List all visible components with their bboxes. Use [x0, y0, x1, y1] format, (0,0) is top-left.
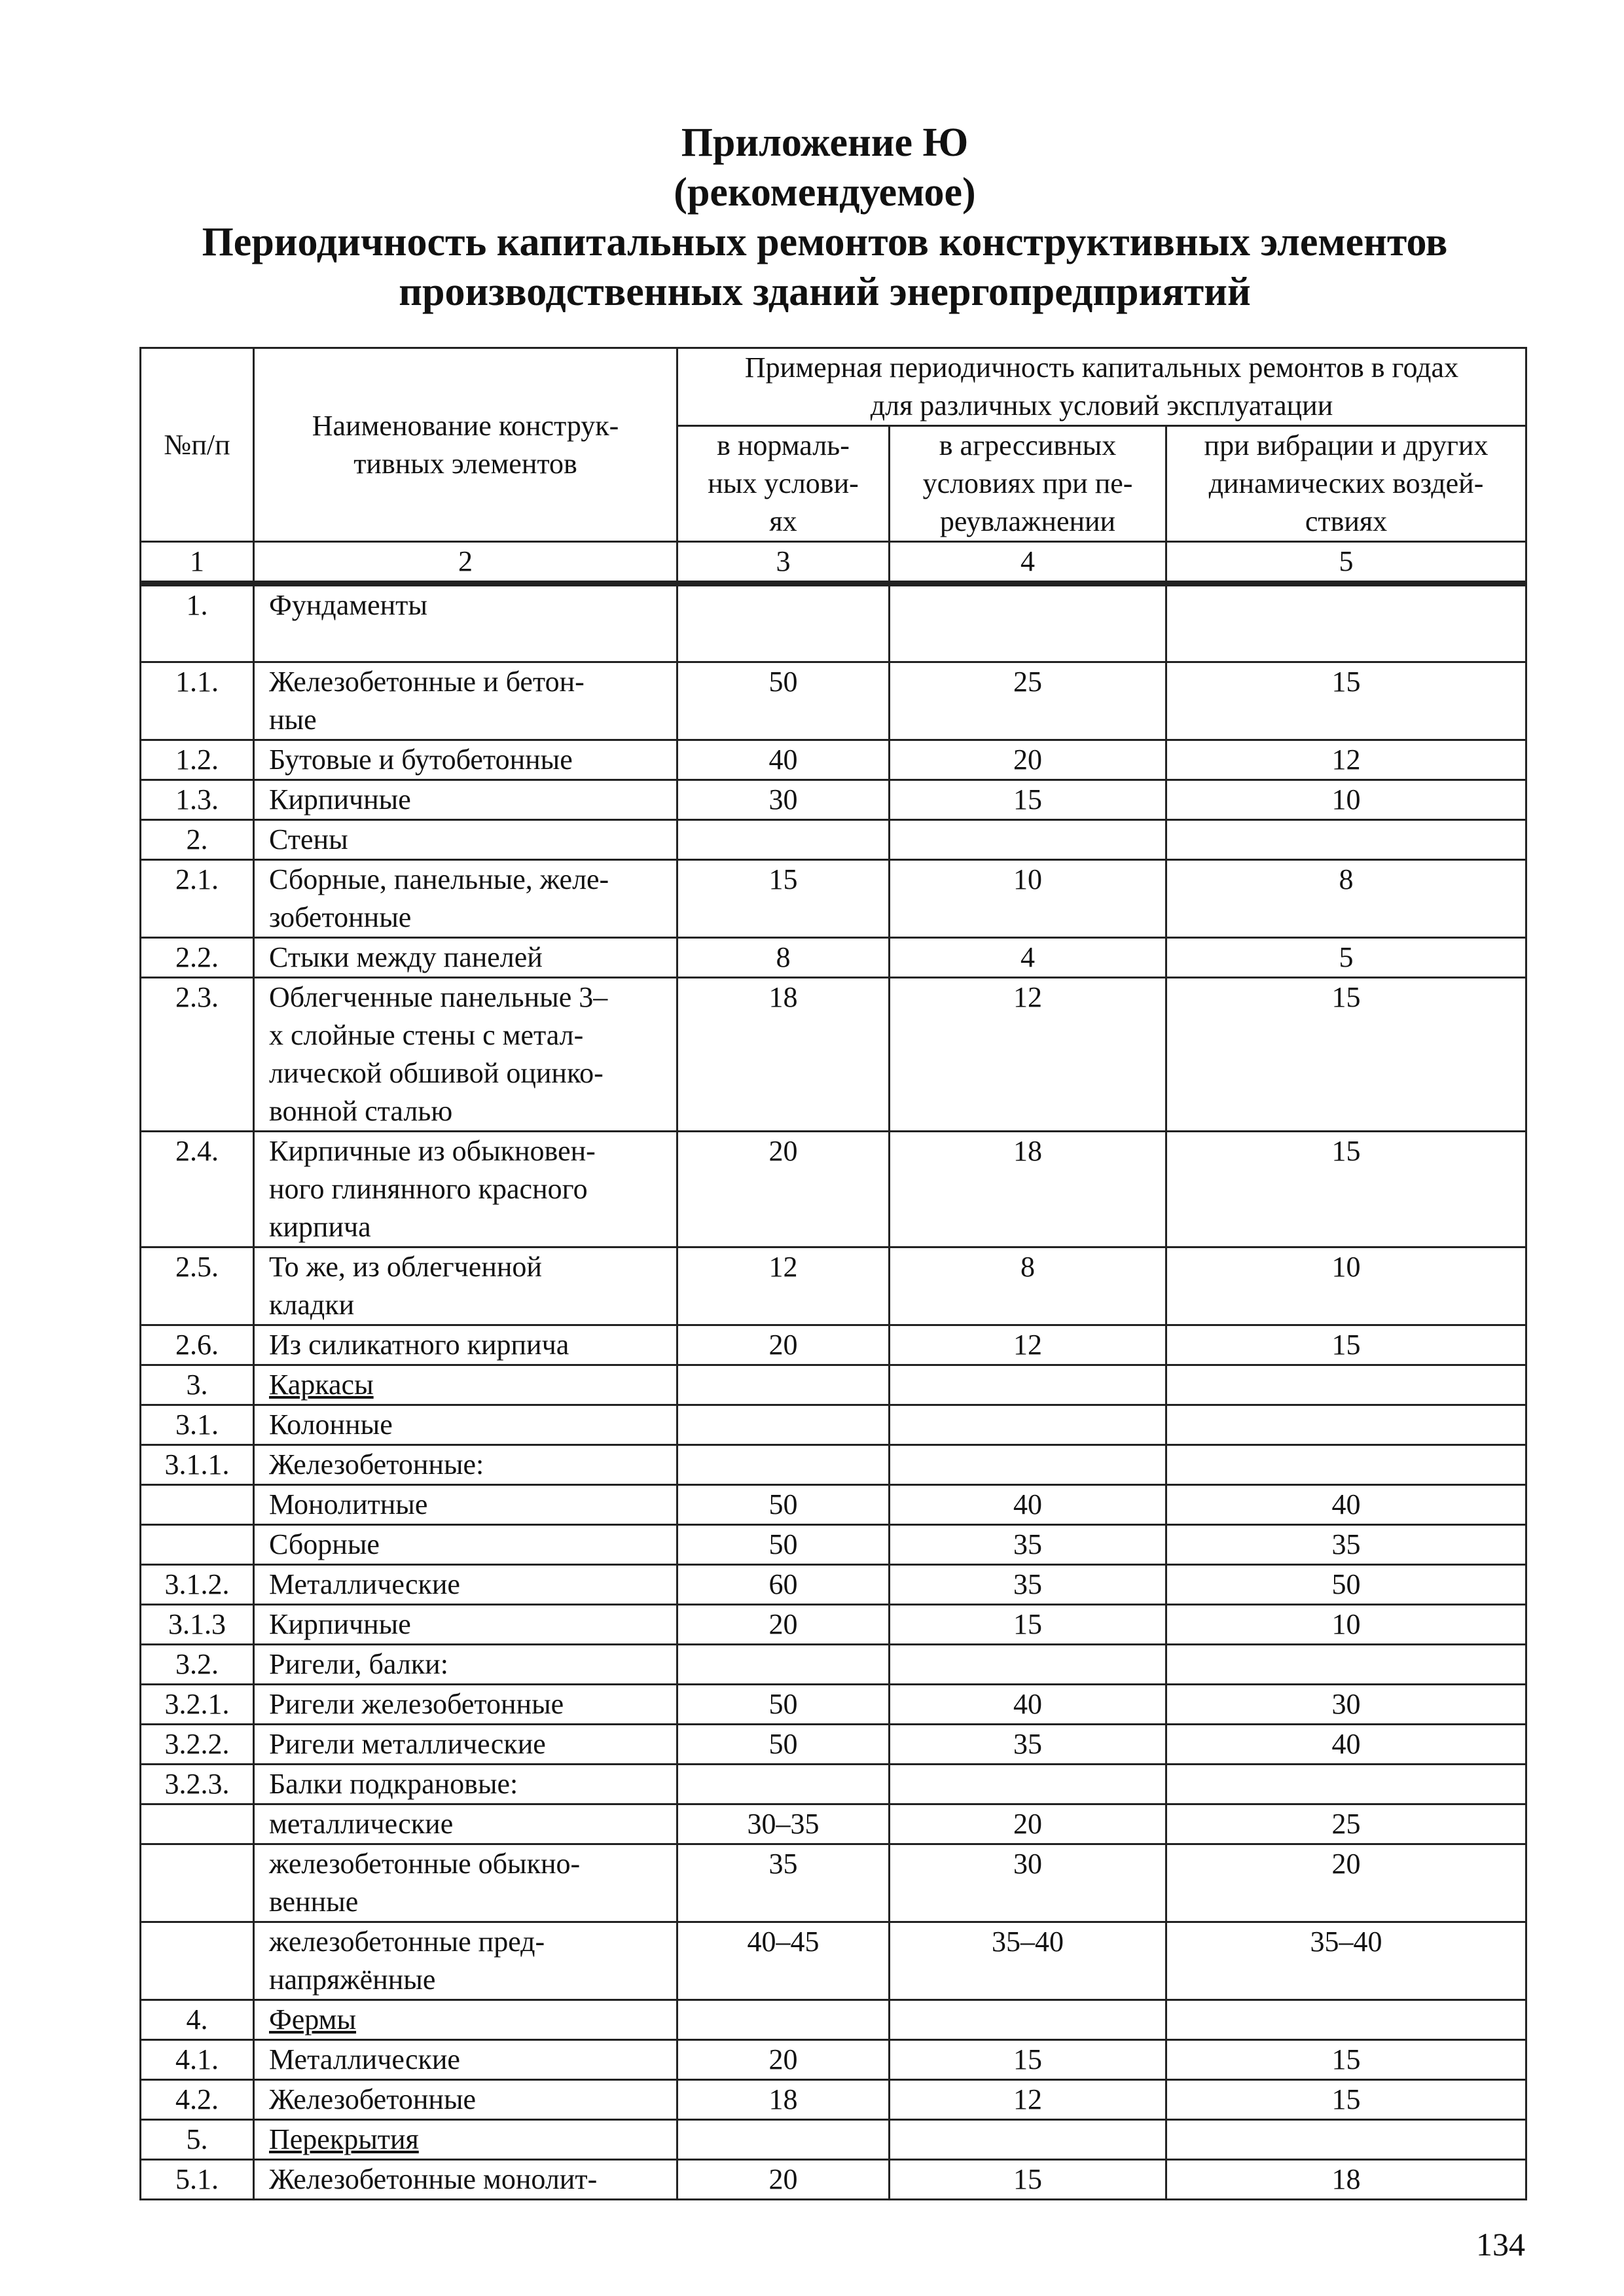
element-name: Колонные [254, 1405, 677, 1445]
element-name: Балки подкрановые: [254, 1765, 677, 1804]
row-number: 1.1. [141, 662, 254, 740]
value-aggressive [890, 1365, 1166, 1405]
table-row [141, 820, 1526, 860]
header-number: №п/п [141, 348, 254, 542]
row-number: 2.5. [141, 1247, 254, 1325]
element-name: Железобетонные: [254, 1445, 677, 1485]
element-name: Из силикатного кирпича [254, 1325, 677, 1365]
row-number: 2.3. [141, 978, 254, 1132]
table-row [141, 740, 1526, 780]
element-name: Стены [254, 820, 677, 860]
row-number [141, 1844, 254, 1922]
appendix-label: Приложение Ю [681, 120, 969, 165]
table-row [141, 1485, 1526, 1525]
value-vibration [1166, 1445, 1526, 1485]
value-vibration: 40 [1166, 1485, 1526, 1525]
value-vibration: 35 [1166, 1525, 1526, 1565]
table-row [141, 938, 1526, 978]
table-row [141, 1922, 1526, 2000]
value-normal: 35 [677, 1844, 890, 1922]
table-row [141, 860, 1526, 938]
row-number [141, 1804, 254, 1844]
element-name: железобетонные обыкно- венные [254, 1844, 677, 1922]
table-row [141, 1645, 1526, 1685]
value-aggressive [890, 1405, 1166, 1445]
value-aggressive: 18 [890, 1132, 1166, 1247]
repair-periodicity-table [139, 347, 1527, 2200]
column-number: 1 [141, 542, 254, 584]
value-aggressive: 35 [890, 1525, 1166, 1565]
row-number [141, 1922, 254, 2000]
element-name: Кирпичные [254, 780, 677, 820]
header-normal-conditions: в нормаль- ных услови- ях [677, 426, 890, 542]
row-number: 1. [141, 584, 254, 662]
table-row [141, 2120, 1526, 2160]
table-row [141, 1525, 1526, 1565]
value-vibration: 10 [1166, 1247, 1526, 1325]
row-number: 3.2.1. [141, 1685, 254, 1725]
row-number: 3. [141, 1365, 254, 1405]
value-vibration [1166, 2120, 1526, 2160]
element-name: Металлические [254, 2040, 677, 2080]
row-number: 3.1.3 [141, 1605, 254, 1645]
value-aggressive: 15 [890, 780, 1166, 820]
value-normal [677, 1445, 890, 1485]
table-row [141, 2040, 1526, 2080]
value-normal: 60 [677, 1565, 890, 1605]
value-vibration [1166, 820, 1526, 860]
row-number: 2.6. [141, 1325, 254, 1365]
value-aggressive [890, 1445, 1166, 1485]
element-name: Ригели, балки: [254, 1645, 677, 1685]
row-number [141, 1525, 254, 1565]
value-aggressive: 4 [890, 938, 1166, 978]
value-vibration: 10 [1166, 780, 1526, 820]
row-number: 3.2.2. [141, 1725, 254, 1765]
element-name: Монолитные [254, 1485, 677, 1525]
element-name: Сборные [254, 1525, 677, 1565]
value-aggressive: 12 [890, 978, 1166, 1132]
element-name: То же, из облегченной кладки [254, 1247, 677, 1325]
value-vibration [1166, 1405, 1526, 1445]
column-number: 4 [890, 542, 1166, 584]
table-row [141, 1844, 1526, 1922]
element-name: Железобетонные монолит- [254, 2160, 677, 2200]
column-numbers-row [141, 542, 1526, 584]
value-vibration [1166, 584, 1526, 662]
document-title [118, 118, 1532, 317]
value-aggressive: 20 [890, 1804, 1166, 1844]
value-normal: 20 [677, 1132, 890, 1247]
row-number: 2.4. [141, 1132, 254, 1247]
header-element-name: Наименование конструк- тивных элементов [254, 348, 677, 542]
value-vibration: 15 [1166, 978, 1526, 1132]
title-line-2: производственных зданий энергопредприятий [399, 270, 1251, 314]
row-number: 1.3. [141, 780, 254, 820]
value-aggressive: 15 [890, 1605, 1166, 1645]
value-vibration: 30 [1166, 1685, 1526, 1725]
value-aggressive: 12 [890, 2080, 1166, 2120]
value-vibration: 15 [1166, 662, 1526, 740]
value-vibration: 5 [1166, 938, 1526, 978]
value-vibration [1166, 1365, 1526, 1405]
value-vibration: 10 [1166, 1605, 1526, 1645]
column-number: 3 [677, 542, 890, 584]
value-normal [677, 2120, 890, 2160]
element-name: Кирпичные [254, 1605, 677, 1645]
value-aggressive: 15 [890, 2160, 1166, 2200]
value-vibration: 25 [1166, 1804, 1526, 1844]
table-row [141, 584, 1526, 662]
value-normal [677, 1365, 890, 1405]
value-normal [677, 1765, 890, 1804]
row-number: 3.1.1. [141, 1445, 254, 1485]
table-row [141, 2080, 1526, 2120]
row-number: 1.2. [141, 740, 254, 780]
element-name: Ригели железобетонные [254, 1685, 677, 1725]
value-vibration: 35–40 [1166, 1922, 1526, 2000]
value-vibration [1166, 1765, 1526, 1804]
value-normal: 20 [677, 1325, 890, 1365]
row-number: 2.2. [141, 938, 254, 978]
value-normal: 30–35 [677, 1804, 890, 1844]
row-number: 4.2. [141, 2080, 254, 2120]
value-aggressive: 35 [890, 1725, 1166, 1765]
value-vibration: 15 [1166, 2040, 1526, 2080]
value-vibration: 12 [1166, 740, 1526, 780]
table-row [141, 1365, 1526, 1405]
row-number: 3.2. [141, 1645, 254, 1685]
value-normal: 50 [677, 1485, 890, 1525]
title-line-1: Периодичность капитальных ремонтов конструктивных элементов [202, 220, 1448, 264]
table-row [141, 780, 1526, 820]
value-normal: 20 [677, 2160, 890, 2200]
value-vibration [1166, 1645, 1526, 1685]
value-normal [677, 1405, 890, 1445]
row-number: 5.1. [141, 2160, 254, 2200]
element-name: Бутовые и бутобетонные [254, 740, 677, 780]
table-row [141, 1725, 1526, 1765]
element-name: Фундаменты [254, 584, 677, 662]
value-aggressive: 12 [890, 1325, 1166, 1365]
table-row [141, 1132, 1526, 1247]
element-name: Ригели металлические [254, 1725, 677, 1765]
value-vibration: 18 [1166, 2160, 1526, 2200]
row-number: 3.1.2. [141, 1565, 254, 1605]
value-normal: 18 [677, 2080, 890, 2120]
table-row [141, 1445, 1526, 1485]
value-normal: 8 [677, 938, 890, 978]
value-vibration: 20 [1166, 1844, 1526, 1922]
value-normal: 12 [677, 1247, 890, 1325]
element-name: железобетонные пред- напряжённые [254, 1922, 677, 2000]
row-number [141, 1485, 254, 1525]
value-aggressive [890, 2000, 1166, 2040]
value-aggressive [890, 1765, 1166, 1804]
element-name: Железобетонные и бетон- ные [254, 662, 677, 740]
row-number: 4. [141, 2000, 254, 2040]
value-vibration: 8 [1166, 860, 1526, 938]
value-normal [677, 2000, 890, 2040]
value-vibration: 15 [1166, 1325, 1526, 1365]
value-vibration [1166, 2000, 1526, 2040]
value-normal: 50 [677, 662, 890, 740]
column-number: 5 [1166, 542, 1526, 584]
value-normal: 20 [677, 1605, 890, 1645]
row-number: 3.1. [141, 1405, 254, 1445]
value-aggressive [890, 2120, 1166, 2160]
table-row [141, 1765, 1526, 1804]
value-normal: 20 [677, 2040, 890, 2080]
table-row [141, 978, 1526, 1132]
header-aggressive-conditions: в агрессивных условиях при пе- реувлажнении [890, 426, 1166, 542]
value-aggressive: 15 [890, 2040, 1166, 2080]
value-aggressive: 25 [890, 662, 1166, 740]
header-vibration-conditions: при вибрации и других динамических воздей- ствиях [1166, 426, 1526, 542]
table-row [141, 1605, 1526, 1645]
value-normal: 18 [677, 978, 890, 1132]
value-vibration: 15 [1166, 1132, 1526, 1247]
table-row [141, 1685, 1526, 1725]
value-vibration: 40 [1166, 1725, 1526, 1765]
value-aggressive: 30 [890, 1844, 1166, 1922]
header-periodicity: Примерная периодичность капитальных ремонтов в годах для различных условий эксплуатации [677, 348, 1526, 426]
element-name: Стыки между панелей [254, 938, 677, 978]
appendix-status: (рекомендуемое) [674, 170, 976, 215]
table-row [141, 1325, 1526, 1365]
value-aggressive: 35 [890, 1565, 1166, 1605]
value-vibration: 15 [1166, 2080, 1526, 2120]
value-normal: 40 [677, 740, 890, 780]
element-name: Кирпичные из обыкновен- ного глинянного красного кирпича [254, 1132, 677, 1247]
element-name: Металлические [254, 1565, 677, 1605]
value-normal: 50 [677, 1685, 890, 1725]
value-normal: 50 [677, 1725, 890, 1765]
value-vibration: 50 [1166, 1565, 1526, 1605]
row-number: 4.1. [141, 2040, 254, 2080]
element-name: металлические [254, 1804, 677, 1844]
row-number: 3.2.3. [141, 1765, 254, 1804]
value-aggressive [890, 584, 1166, 662]
element-name: Перекрытия [254, 2120, 677, 2160]
row-number: 2. [141, 820, 254, 860]
value-aggressive: 40 [890, 1685, 1166, 1725]
element-name: Каркасы [254, 1365, 677, 1405]
value-aggressive: 35–40 [890, 1922, 1166, 2000]
element-name: Облегченные панельные 3– х слойные стены с метал- лической обшивой оцинко- вонной сталью [254, 978, 677, 1132]
row-number: 5. [141, 2120, 254, 2160]
table-row [141, 1405, 1526, 1445]
table-row [141, 2000, 1526, 2040]
table-row [141, 662, 1526, 740]
value-aggressive: 40 [890, 1485, 1166, 1525]
value-aggressive: 8 [890, 1247, 1166, 1325]
table-row [141, 2160, 1526, 2200]
value-aggressive: 20 [890, 740, 1166, 780]
element-name: Железобетонные [254, 2080, 677, 2120]
value-aggressive: 10 [890, 860, 1166, 938]
value-normal: 50 [677, 1525, 890, 1565]
page-number: 134 [1476, 2226, 1525, 2263]
table-row [141, 1804, 1526, 1844]
table-row [141, 1247, 1526, 1325]
row-number: 2.1. [141, 860, 254, 938]
value-normal [677, 1645, 890, 1685]
column-number: 2 [254, 542, 677, 584]
value-normal [677, 584, 890, 662]
value-normal [677, 820, 890, 860]
value-normal: 15 [677, 860, 890, 938]
value-normal: 40–45 [677, 1922, 890, 2000]
table-row [141, 1565, 1526, 1605]
value-normal: 30 [677, 780, 890, 820]
value-aggressive [890, 1645, 1166, 1685]
element-name: Сборные, панельные, желе- зобетонные [254, 860, 677, 938]
value-aggressive [890, 820, 1166, 860]
element-name: Фермы [254, 2000, 677, 2040]
